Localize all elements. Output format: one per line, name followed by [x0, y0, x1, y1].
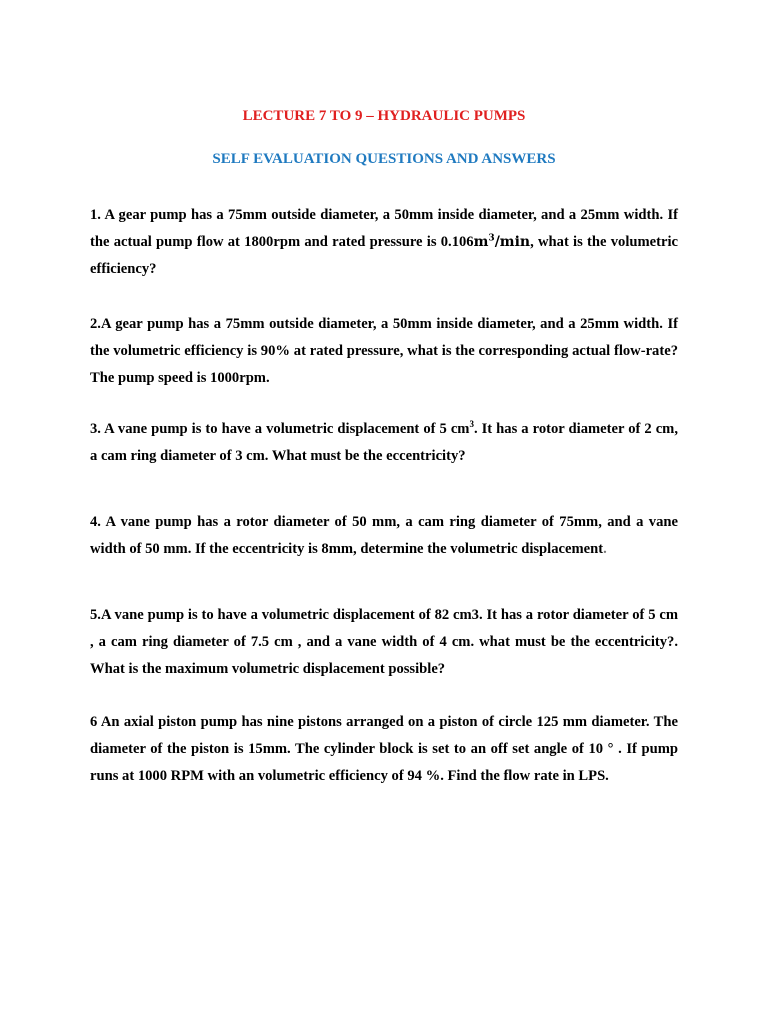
question-3-superscript: 3 — [469, 419, 474, 430]
question-1-unit: $m^3/\min$ — [473, 233, 531, 250]
lecture-title: LECTURE 7 TO 9 – HYDRAULIC PUMPS — [242, 108, 526, 124]
question-1-text-after: , what is the volumetric efficiency? — [90, 234, 678, 277]
question-6: 6 An axial piston pump has nine pistons arranged on a piston of circle 125 mm diameter. The diameter of the piston is 15mm. The cylinder block is set to an off set angle of 10 ° . If pump runs at 1000 RPM with an volumetric efficiency of 94 %. Find the flow rate in LPS. — [90, 714, 678, 784]
question-4 — [90, 509, 678, 563]
question-3-text-before: 3. A vane pump is to have a volumetric displacement of 5 cm — [90, 421, 470, 437]
question-4-text: 4. A vane pump has a rotor diameter of 50 mm, a cam ring diameter of 75mm, and a vane width of 50 mm. If the eccentricity is 8mm, determine the volumetric displacement — [90, 514, 678, 557]
question-1-text-before: 1. A gear pump has a 75mm outside diameter, a 50mm inside diameter, and a 25mm width. If the actual pump flow at 1800rpm and rated pressure is 0.106 — [90, 207, 678, 250]
section-subtitle: SELF EVALUATION QUESTIONS AND ANSWERS — [212, 151, 556, 167]
question-3-text-after: . It has a rotor diameter of 2 cm, a cam ring diameter of 3 cm. What must be the eccentricity? — [90, 421, 678, 464]
question-2: 2.A gear pump has a 75mm outside diameter, a 50mm inside diameter, and a 25mm width. If the volumetric efficiency is 90% at rated pressure, what is the corresponding actual flow-rate? The pump speed is 1000rpm. — [90, 316, 678, 386]
question-4-trailing: . — [603, 541, 607, 557]
question-5: 5.A vane pump is to have a volumetric displacement of 82 cm3. It has a rotor diameter of 5 cm , a cam ring diameter of 7.5 cm , and a vane width of 4 cm. what must be the eccentricity?. What is the maximum volumetric displacement possible? — [90, 607, 678, 677]
question-1 — [90, 202, 678, 283]
question-3 — [90, 416, 678, 470]
